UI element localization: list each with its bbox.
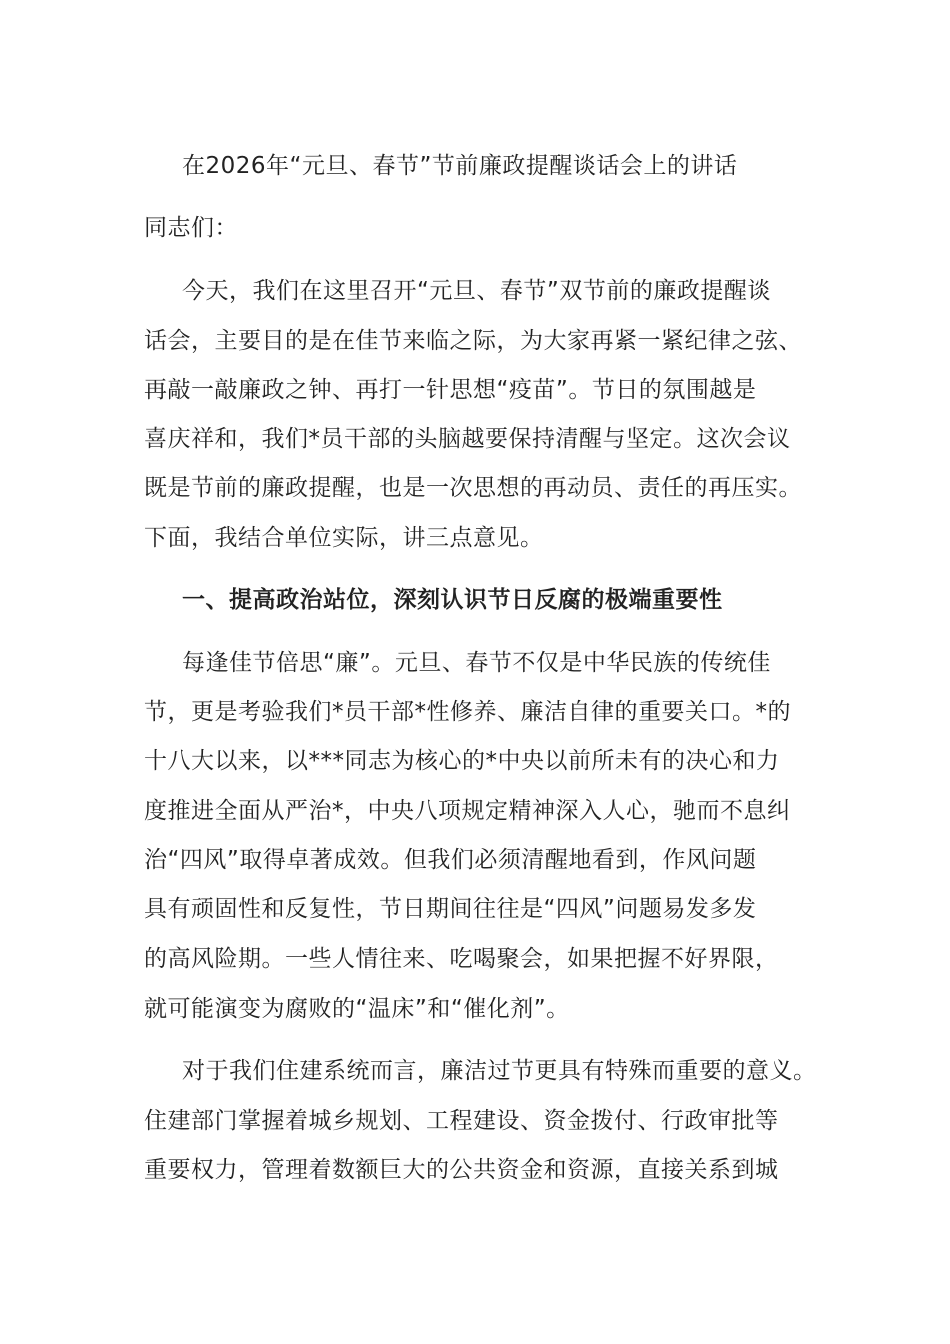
paragraph-1-line: 既是节前的廉政提醒，也是一次思想的再动员、责任的再压实。 <box>144 475 802 501</box>
salutation: 同志们： <box>144 215 238 241</box>
paragraph-1-line: 喜庆祥和，我们*员干部的头脑越要保持清醒与坚定。这次会议 <box>144 426 791 452</box>
paragraph-2-line: 具有顽固性和反复性，节日期间往往是“四风”问题易发多发 <box>144 896 757 922</box>
paragraph-3-line: 住建部门掌握着城乡规划、工程建设、资金拨付、行政审批等 <box>144 1108 779 1134</box>
paragraph-2-line: 十八大以来，以***同志为核心的*中央以前所未有的决心和力 <box>144 748 780 774</box>
paragraph-2-line: 治“四风”取得卓著成效。但我们必须清醒地看到，作风问题 <box>144 847 757 873</box>
paragraph-1-line: 再敲一敲廉政之钟、再打一针思想“疫苗”。节日的氛围越是 <box>144 377 757 403</box>
paragraph-3-line: 对于我们住建系统而言，廉洁过节更具有特殊而重要的意义。 <box>182 1058 817 1084</box>
document-title: 在2026年“元旦、春节”节前廉政提醒谈话会上的讲话 <box>182 153 738 179</box>
paragraph-2-line: 的高风险期。一些人情往来、吃喝聚会，如果把握不好界限， <box>144 946 779 972</box>
paragraph-3-line: 重要权力，管理着数额巨大的公共资金和资源，直接关系到城 <box>144 1157 779 1183</box>
paragraph-2-line: 每逢佳节倍思“廉”。元旦、春节不仅是中华民族的传统佳 <box>182 650 771 676</box>
paragraph-2-line: 就可能演变为腐败的“温床”和“催化剂”。 <box>144 996 570 1022</box>
paragraph-2-line: 节，更是考验我们*员干部*性修养、廉洁自律的重要关口。*的 <box>144 699 791 725</box>
section-heading-1: 一、提高政治站位，深刻认识节日反腐的极端重要性 <box>182 587 723 613</box>
paragraph-1-line: 下面，我结合单位实际，讲三点意见。 <box>144 525 544 551</box>
paragraph-1-line: 话会，主要目的是在佳节来临之际，为大家再紧一紧纪律之弦、 <box>144 328 802 354</box>
paragraph-2-line: 度推进全面从严治*，中央八项规定精神深入人心，驰而不息纠 <box>144 798 791 824</box>
paragraph-1-line: 今天，我们在这里召开“元旦、春节”双节前的廉政提醒谈 <box>182 278 771 304</box>
